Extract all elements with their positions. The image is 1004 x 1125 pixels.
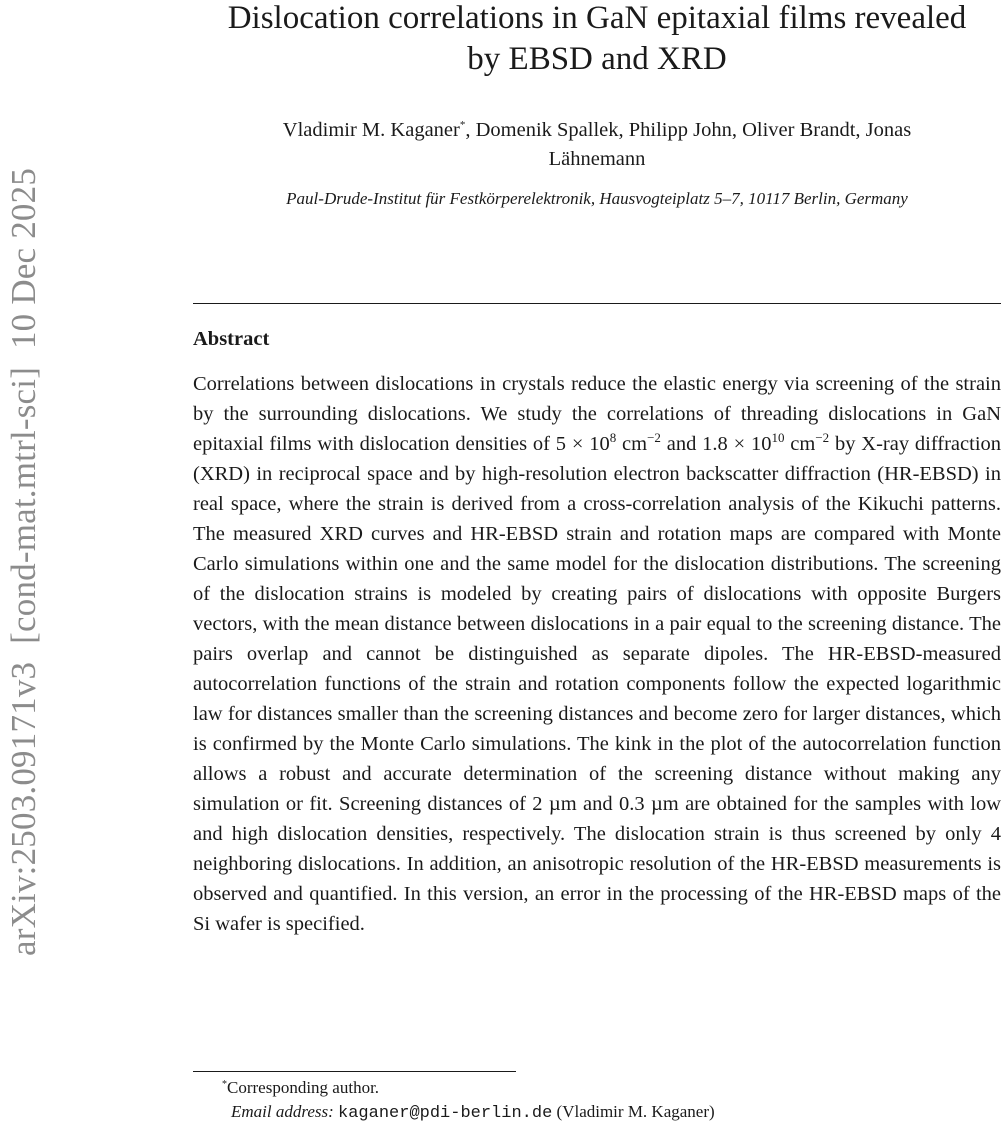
density-2-exponent: 10 bbox=[771, 430, 785, 445]
density-1-unit: cm bbox=[616, 433, 648, 455]
density-2-unit-exponent: −2 bbox=[815, 430, 830, 445]
density-2-unit: cm bbox=[784, 433, 816, 455]
author-list bbox=[205, 116, 989, 174]
density-1-mantissa: 5 × 10 bbox=[555, 433, 610, 455]
density-1 bbox=[555, 430, 661, 455]
email-owner: (Vladimir M. Kaganer) bbox=[556, 1102, 715, 1121]
arxiv-id: arXiv:2503.09171v3 bbox=[4, 661, 43, 957]
corresponding-mark: * bbox=[459, 119, 466, 131]
email-link[interactable]: kaganer@pdi-berlin.de bbox=[338, 1104, 553, 1123]
affiliation: Paul-Drude-Institut für Festkörperelektronik, Hausvogteiplatz 5–7, 10117 Berlin, Germany bbox=[286, 189, 908, 208]
footnote-divider bbox=[193, 1071, 516, 1072]
title-line-2: by EBSD and XRD bbox=[467, 41, 727, 77]
title-line-1: Dislocation correlations in GaN epitaxial films revealed bbox=[227, 0, 967, 36]
abstract-text bbox=[193, 369, 1001, 939]
abstract-part-1: Correlations between dislocations in crystals reduce the elastic energy via screening of the strain by the surrounding dislocations. We study the correlations of threading dislocations in GaN epitaxial films with dislocation densities of bbox=[193, 373, 1001, 455]
abstract-and: and bbox=[660, 433, 703, 455]
abstract-heading: Abstract bbox=[193, 328, 270, 350]
author-last: Lähnemann bbox=[548, 148, 646, 170]
section-divider bbox=[193, 303, 1001, 304]
density-1-unit-exponent: −2 bbox=[647, 430, 661, 445]
email-label: Email address: bbox=[231, 1102, 334, 1121]
footnote-mark: * bbox=[222, 1079, 227, 1090]
paper-title bbox=[190, 0, 1004, 80]
arxiv-category: [cond-mat.mtrl-sci] bbox=[4, 366, 43, 644]
arxiv-date: 10 Dec 2025 bbox=[4, 167, 43, 350]
density-2-mantissa: 1.8 × 10 bbox=[702, 433, 772, 455]
abstract-part-2: by X-ray diffraction (XRD) in reciprocal space and by high-resolution electron backscatter diffraction (HR-EBSD) in real space, where the strain is derived from a cross-correlation analysis of the Kikuchi patterns. The measured XRD curves and HR-EBSD strain and rotation maps are compared with Monte Carlo simulations within one and the same model for the dislocation distributions. The screening of the dislocation strains is modeled by creating pairs of dislocations with opposite Burgers vectors, with the mean distance between dislocations in a pair equal to the screening distance. The pairs overlap and cannot be distinguished as separate dipoles. The HR-EBSD-measured autocorrelation functions of the strain and rotation components follow the expected logarithmic law for distances smaller than the screening distances and become zero for larger distances, which is confirmed by the Monte Carlo simulations. The kink in the plot of the autocorrelation function allows a robust and accurate determination of the screening distance without making any simulation or fit. Screening distances of 2 µm and 0.3 µm are obtained for the samples with low and high dislocation densities, respectively. The dislocation strain is thus screened by only 4 neighboring dislocations. In addition, an anisotropic resolution of the HR-EBSD measurements is observed and quantified. In this version, an error in the processing of the HR-EBSD maps of the Si wafer is specified. bbox=[193, 433, 1002, 935]
footnote-email bbox=[231, 1101, 1004, 1125]
density-1-exponent: 8 bbox=[609, 430, 617, 445]
density-2 bbox=[702, 430, 830, 455]
arxiv-sidebar bbox=[4, 0, 44, 1125]
arxiv-identifier bbox=[4, 168, 44, 956]
footnote-corresponding bbox=[222, 1077, 1002, 1099]
author-rest: , Domenik Spallek, Philipp John, Oliver Brandt, Jonas bbox=[465, 119, 912, 141]
footnote-corresponding-text: Corresponding author. bbox=[227, 1078, 380, 1097]
author-first: Vladimir M. Kaganer bbox=[282, 119, 460, 141]
